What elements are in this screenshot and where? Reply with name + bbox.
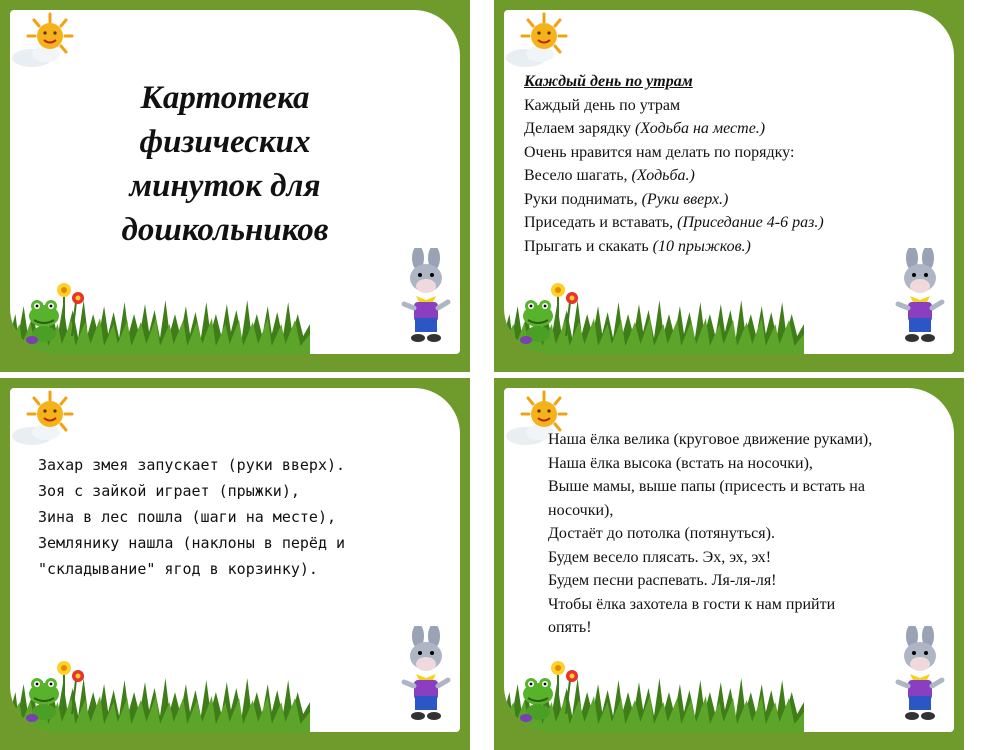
poem-line: Руки поднимать, (Руки вверх.)	[524, 190, 729, 208]
poem-line: Выше мамы, выше папы (присесть и встать на	[548, 478, 865, 495]
poem-line: Достаёт до потолка (потянуться).	[548, 525, 775, 542]
poem-text	[548, 428, 948, 640]
poem-text	[38, 452, 345, 582]
poem-heading: Каждый день по утрам	[524, 73, 693, 90]
poem-line: Очень нравится нам делать по порядку:	[524, 143, 795, 161]
poem-text	[524, 70, 824, 258]
card-inner	[504, 10, 954, 354]
poem-line: Чтобы ёлка захотела в гости к нам прийти	[548, 595, 836, 613]
frog-icon	[24, 276, 86, 346]
poem-line: Каждый день по утрам	[524, 96, 681, 114]
poem-line: Делаем зарядку (Ходьба на месте.)	[524, 120, 766, 137]
card-inner	[10, 10, 460, 354]
poem-line: Будем песни распевать. Ля-ля-ля!	[548, 572, 777, 589]
sun-icon	[10, 388, 80, 450]
sun-icon	[504, 10, 574, 72]
card-inner	[10, 388, 460, 732]
poem-line: опять!	[548, 619, 592, 636]
title-line: Картотека	[140, 80, 310, 116]
poem-line: Прыгать и скакать (10 прыжков.)	[524, 237, 751, 255]
card-inner	[504, 388, 954, 732]
donkey-icon	[398, 626, 454, 722]
poem-line: Наша ёлка велика (круговое движение руками),	[548, 431, 873, 448]
card-morning-exercise	[494, 0, 964, 372]
poem-line: Зина в лес пошла (шаги на месте),	[38, 508, 337, 526]
title-line: дошкольников	[121, 212, 329, 248]
page-title	[100, 76, 350, 252]
poem-line: носочки),	[548, 501, 614, 519]
poem-line: Зоя с зайкой играет (прыжки),	[38, 482, 300, 500]
poem-line: Землянику нашла (наклоны в перёд и	[38, 534, 346, 552]
frog-icon	[24, 654, 86, 724]
title-line: физических	[139, 124, 311, 160]
sun-icon	[10, 10, 80, 72]
frog-icon	[518, 654, 580, 724]
donkey-icon	[892, 248, 948, 344]
poem-line: "складывание" ягод в корзинку).	[38, 560, 318, 578]
donkey-icon	[892, 626, 948, 722]
poem-line: Весело шагать, (Ходьба.)	[524, 167, 695, 184]
card-title	[0, 0, 470, 372]
poem-line: Приседать и вставать, (Приседание 4-6 раз.)	[524, 214, 824, 231]
donkey-icon	[398, 248, 454, 344]
title-line: минуток для	[129, 168, 321, 204]
card-zakhar	[0, 378, 470, 750]
poem-line: Захар змея запускает (руки вверх).	[38, 456, 346, 474]
card-yolka	[494, 378, 964, 750]
frog-icon	[518, 276, 580, 346]
poem-line: Будем весело плясать. Эх, эх, эх!	[548, 548, 772, 566]
poem-line: Наша ёлка высока (встать на носочки),	[548, 454, 813, 472]
